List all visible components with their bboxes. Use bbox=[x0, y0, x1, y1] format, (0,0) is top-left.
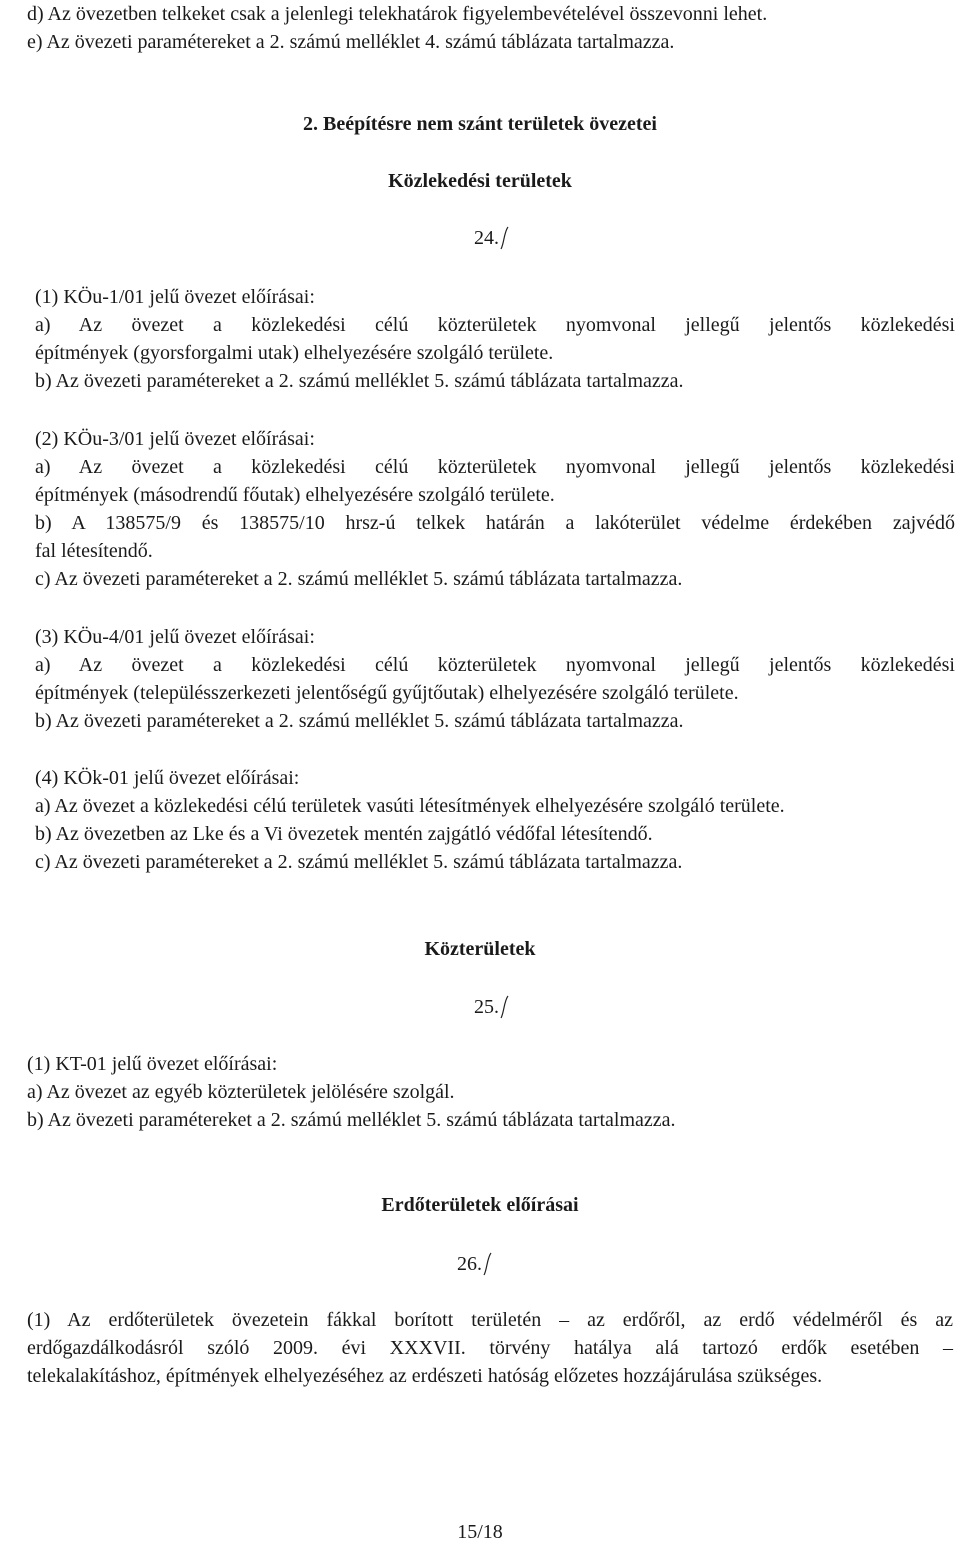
clause-text: b) Az övezetben az Lke és a Vi övezetek mentén zajgátló védőfal létesítendő. bbox=[35, 823, 653, 845]
clause-text: a) Az övezet a közlekedési célú közterületek nyomvonal jellegű jelentős közlekedési bbox=[35, 654, 955, 676]
paragraph-number bbox=[474, 993, 510, 1021]
section-subtitle: Közterületek bbox=[424, 938, 536, 960]
section-subtitle: Közlekedési területek bbox=[388, 170, 572, 192]
text-line: e) Az övezeti paramétereket a 2. számú melléklet 4. számú táblázata tartalmazza. bbox=[27, 31, 675, 53]
paragraph-mark-icon bbox=[500, 226, 510, 250]
section-subtitle: Erdőterületek előírásai bbox=[381, 1194, 579, 1216]
page-number: 15/18 bbox=[457, 1521, 503, 1543]
text-line: d) Az övezetben telkeket csak a jelenlegi telekhatárok figyelembevételével összevonni lehet. bbox=[27, 3, 768, 25]
clause-text: telekalakításhoz, építmények elhelyezéséhez az erdészeti hatóság előzetes hozzájárulása szükséges. bbox=[27, 1365, 823, 1387]
clause-text: a) Az övezet a közlekedési célú közterületek nyomvonal jellegű jelentős közlekedési bbox=[35, 456, 955, 478]
paragraph-number bbox=[457, 1250, 493, 1278]
clause-text: b) Az övezeti paramétereket a 2. számú melléklet 5. számú táblázata tartalmazza. bbox=[35, 710, 684, 732]
clause-text: c) Az övezeti paramétereket a 2. számú melléklet 5. számú táblázata tartalmazza. bbox=[35, 568, 683, 590]
clause-head: (3) KÖu-4/01 jelű övezet előírásai: bbox=[35, 626, 315, 648]
clause-text: b) A 138575/9 és 138575/10 hrsz-ú telkek határán a lakóterület védelme érdekében zajvédő bbox=[35, 512, 955, 534]
paragraph-number bbox=[474, 224, 510, 252]
clause-text: építmények (településszerkezeti jelentőségű gyűjtőutak) elhelyezésére szolgáló területe. bbox=[35, 682, 739, 704]
clause-text: a) Az övezet a közlekedési célú területek vasúti létesítmények elhelyezésére szolgáló területe. bbox=[35, 795, 785, 817]
section-title: 2. Beépítésre nem szánt területek övezetei bbox=[303, 113, 657, 135]
clause-text: b) Az övezeti paramétereket a 2. számú melléklet 5. számú táblázata tartalmazza. bbox=[35, 370, 684, 392]
clause-text: a) Az övezet az egyéb közterületek jelölésére szolgál. bbox=[27, 1081, 455, 1103]
clause-text: építmények (másodrendű főutak) elhelyezésére szolgáló területe. bbox=[35, 484, 555, 506]
clause-head: (2) KÖu-3/01 jelű övezet előírásai: bbox=[35, 428, 315, 450]
clause-text: építmények (gyorsforgalmi utak) elhelyezésére szolgáló területe. bbox=[35, 342, 554, 364]
clause-text: b) Az övezeti paramétereket a 2. számú melléklet 5. számú táblázata tartalmazza. bbox=[27, 1109, 676, 1131]
paragraph-number-text: 26. bbox=[457, 1253, 482, 1275]
paragraph-mark-icon bbox=[500, 995, 510, 1019]
clause-text: fal létesítendő. bbox=[35, 540, 153, 562]
paragraph-number-text: 24. bbox=[474, 227, 499, 249]
clause-text: (1) Az erdőterületek övezetein fákkal borított területén – az erdőről, az erdő védelméről és az bbox=[27, 1309, 953, 1331]
clause-head: (4) KÖk-01 jelű övezet előírásai: bbox=[35, 767, 300, 789]
clause-text: c) Az övezeti paramétereket a 2. számú melléklet 5. számú táblázata tartalmazza. bbox=[35, 851, 683, 873]
clause-text: erdőgazdálkodásról szóló 2009. évi XXXVII. törvény hatálya alá tartozó erdők esetében – bbox=[27, 1337, 953, 1359]
clause-text: a) Az övezet a közlekedési célú közterületek nyomvonal jellegű jelentős közlekedési bbox=[35, 314, 955, 336]
clause-head: (1) KÖu-1/01 jelű övezet előírásai: bbox=[35, 286, 315, 308]
paragraph-mark-icon bbox=[483, 1252, 493, 1276]
clause-head: (1) KT-01 jelű övezet előírásai: bbox=[27, 1053, 278, 1075]
paragraph-number-text: 25. bbox=[474, 996, 499, 1018]
